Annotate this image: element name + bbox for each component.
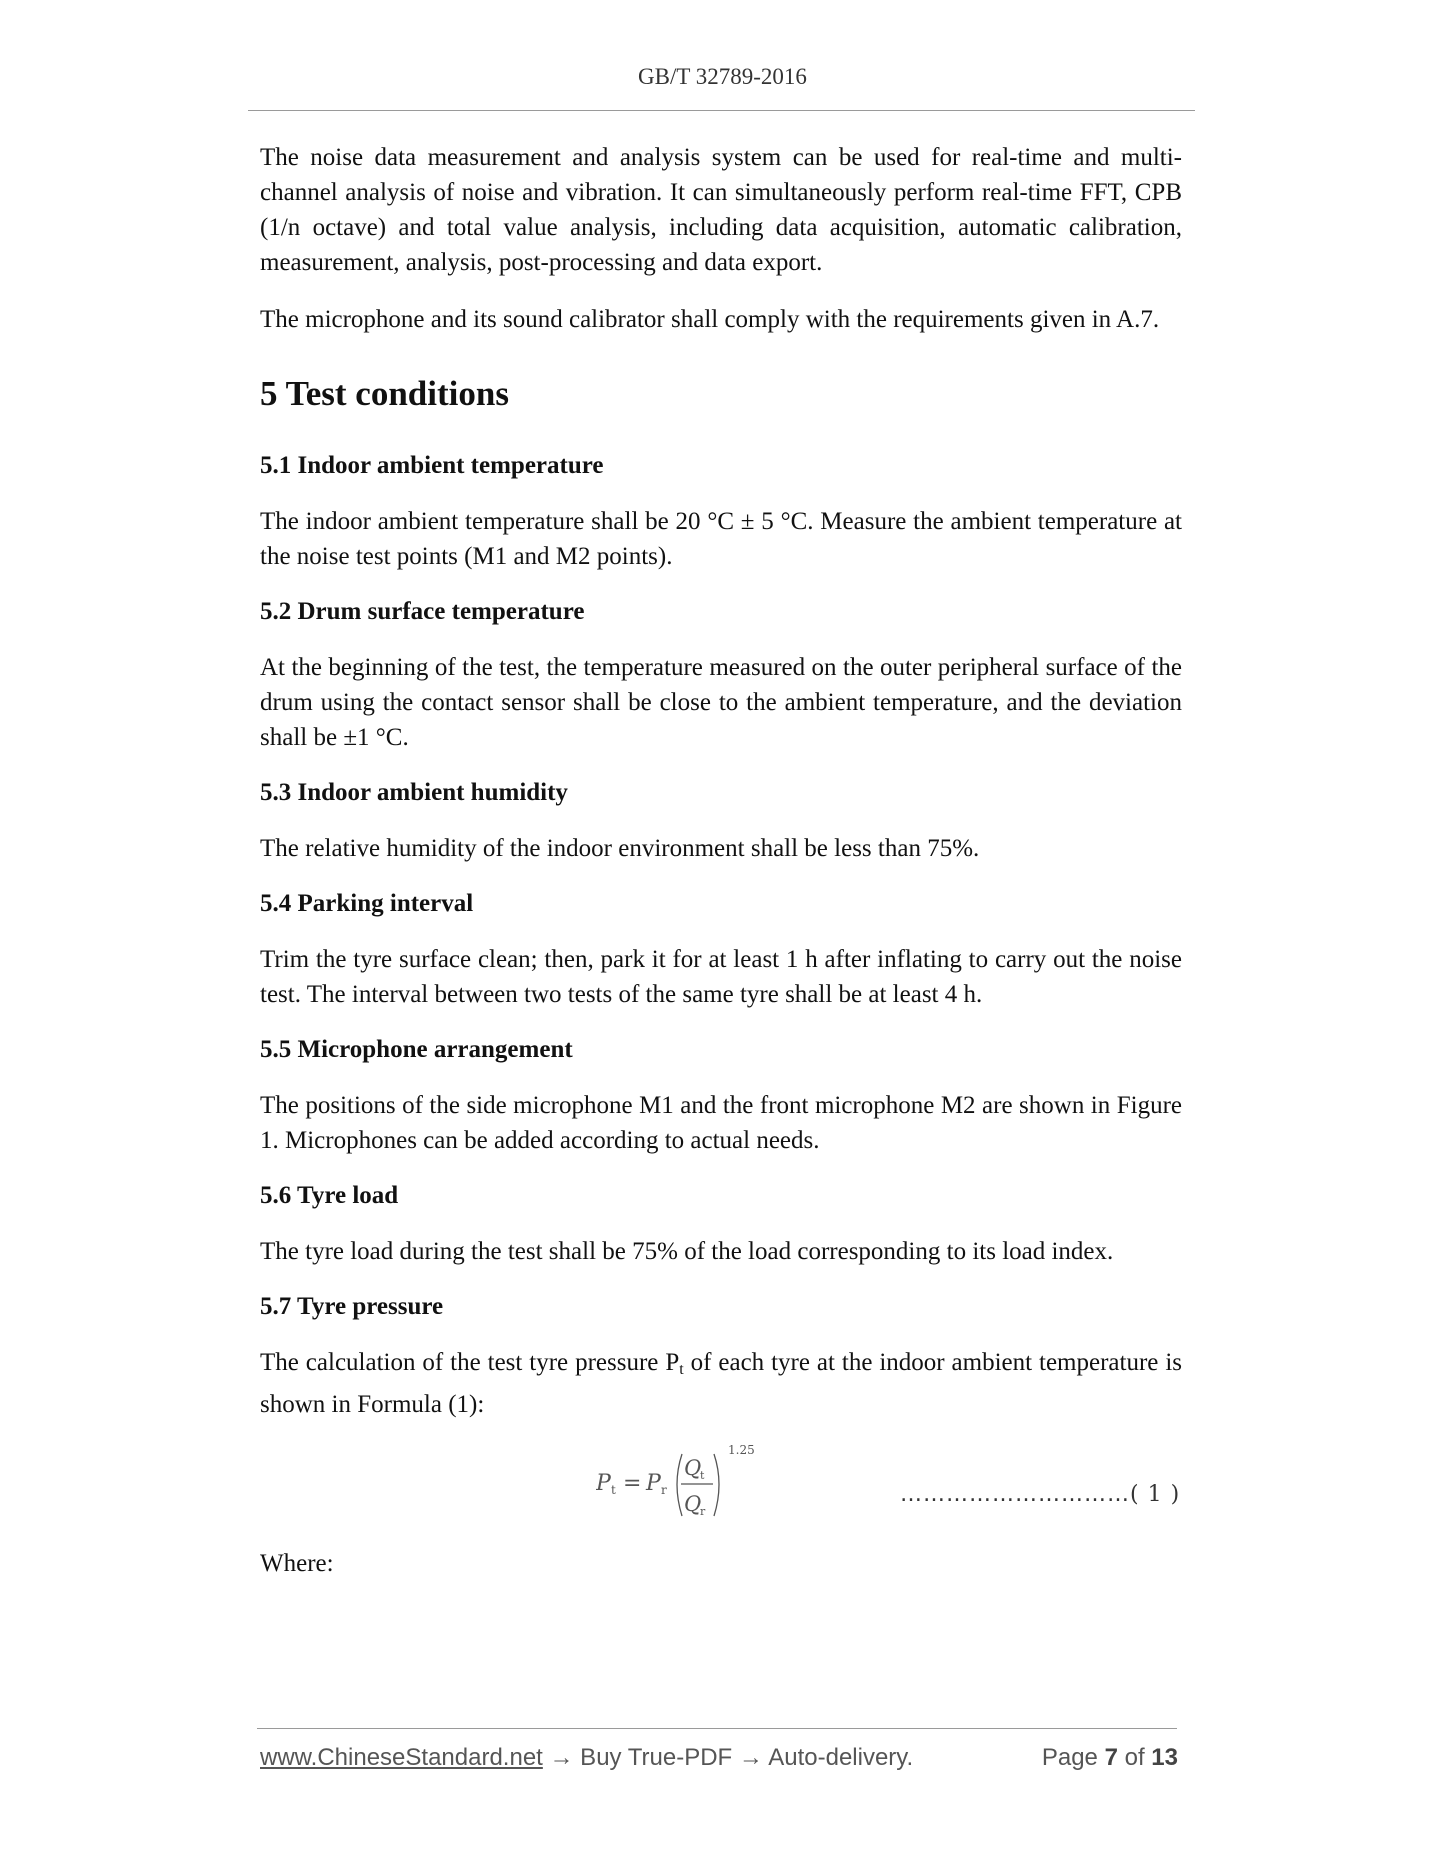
formula-numerator-sub: t — [700, 1469, 705, 1482]
section-5-4-text: Trim the tyre surface clean; then, park it for at least 1 h after inflating to carry out the noise test. The interval between two tests of the same tyre shall be at least 4 h. — [260, 946, 1182, 1008]
section-5-6-text: The tyre load during the test shall be 75% of the load corresponding to its load index. — [260, 1238, 1114, 1265]
total-pages: 13 — [1151, 1744, 1178, 1771]
intro-paragraph-2: The microphone and its sound calibrator shall comply with the requirements given in A.7. — [260, 306, 1160, 333]
footer-promo — [260, 1744, 913, 1772]
formula-number-leader: …………………………( 1 ) — [900, 1482, 1181, 1507]
section-5-2-heading: 5.2 Drum surface temperature — [260, 598, 585, 625]
header-divider — [248, 110, 1195, 111]
where-label: Where: — [260, 1550, 334, 1577]
formula-lhs-sub: t — [611, 1483, 616, 1497]
formula-left-paren — [677, 1454, 682, 1516]
chinesestandard-link[interactable]: www.ChineseStandard.net — [260, 1744, 543, 1771]
formula-numerator: Q — [684, 1456, 702, 1480]
section-5-5-text: The positions of the side microphone M1 and the front microphone M2 are shown in Figure 1. Microphones can be added according to actual needs. — [260, 1092, 1182, 1154]
section-5-2-text: At the beginning of the test, the temperature measured on the outer peripheral surface of the drum using the contact sensor shall be close to the ambient temperature, and the deviation shall be ±1 °C. — [260, 654, 1182, 751]
current-page: 7 — [1104, 1744, 1118, 1771]
page-content — [260, 140, 1182, 1581]
section-5-4-heading: 5.4 Parking interval — [260, 890, 474, 917]
footer-promo-text: → Buy True-PDF → Auto-delivery. — [542, 1744, 914, 1771]
section-5-6-heading: 5.6 Tyre load — [260, 1182, 399, 1209]
section-5-title: 5 Test conditions — [260, 374, 509, 413]
formula-1-row — [260, 1438, 1182, 1530]
section-5-3-text: The relative humidity of the indoor environment shall be less than 75%. — [260, 835, 980, 862]
section-5-7-text: The calculation of the test tyre pressure Pt of each tyre at the indoor ambient temperature is shown in Formula (1): — [260, 1349, 1182, 1418]
formula-1 — [596, 1438, 836, 1530]
section-5-3-heading: 5.3 Indoor ambient humidity — [260, 779, 568, 806]
formula-denominator: Q — [684, 1492, 702, 1516]
formula-lhs: P — [596, 1471, 611, 1496]
formula-coef: P — [646, 1471, 661, 1496]
section-5-1-text: The indoor ambient temperature shall be 20 °C ± 5 °C. Measure the ambient temperature at the noise test points (M1 and M2 points). — [260, 508, 1182, 570]
section-5-1-heading: 5.1 Indoor ambient temperature — [260, 452, 604, 479]
formula-right-paren — [714, 1454, 719, 1516]
section-5-5-heading: 5.5 Microphone arrangement — [260, 1036, 573, 1063]
footer-divider — [257, 1728, 1177, 1729]
section-5-7-heading: 5.7 Tyre pressure — [260, 1293, 444, 1320]
page-number: Page 7 of 13 — [1041, 1744, 1178, 1771]
formula-denominator-sub: r — [700, 1505, 706, 1518]
formula-equals: = — [623, 1471, 642, 1496]
intro-paragraph-1: The noise data measurement and analysis system can be used for real-time and multi-channel analysis of noise and vibration. It can simultaneously perform real-time FFT, CPB (1/n octave) and total value analysis, including data acquisition, automatic calibration, measurement, analysis, post-processing and data export. — [260, 144, 1182, 276]
formula-exponent: 1.25 — [728, 1443, 755, 1457]
formula-coef-sub: r — [661, 1483, 667, 1497]
page-footer — [260, 1744, 1178, 1778]
standard-code-header: GB/T 32789-2016 — [638, 64, 807, 89]
